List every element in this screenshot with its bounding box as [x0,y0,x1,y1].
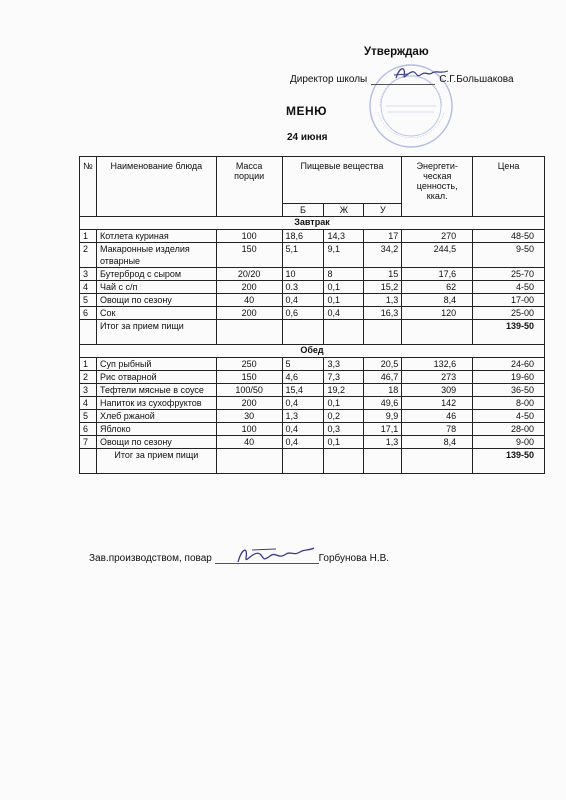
cell-price: 4-50 [473,410,545,423]
cell-zh: 3,3 [324,358,364,371]
footer-label: Зав.производством, повар [89,553,212,564]
cell-price: 25-00 [473,307,545,320]
cell-energy: 132,6 [402,358,473,371]
cell-price: 9-50 [473,243,545,268]
director-label: Директор школы [290,74,368,85]
cell-price: 4-50 [473,281,545,294]
cell-empty [282,449,324,474]
cell-b: 10 [282,268,324,281]
cell-u: 34,2 [364,243,402,268]
cell-mass: 100 [216,230,282,243]
header-b: Б [282,204,324,217]
cell-mass: 200 [216,397,282,410]
cell-empty [364,320,402,345]
cell-num: 4 [80,281,97,294]
header-num: № [80,157,97,217]
cell-price: 48-50 [473,230,545,243]
cell-energy: 62 [402,281,473,294]
cell-zh: 0,1 [324,436,364,449]
cell-mass: 100/50 [216,384,282,397]
menu-table [79,156,545,474]
cell-u: 17 [364,230,402,243]
table-row [80,243,545,268]
cell-u: 9,9 [364,410,402,423]
header-price: Цена [473,157,545,217]
cell-mass: 40 [216,294,282,307]
cell-price: 25-70 [473,268,545,281]
cell-energy: 244,5 [402,243,473,268]
cell-empty [216,449,282,474]
table-row [80,410,545,423]
cell-empty [324,320,364,345]
total-label: Итог за прием пищи [96,449,216,474]
cell-b: 4,6 [282,371,324,384]
cell-name: Суп рыбный [96,358,216,371]
cell-price: 9-00 [473,436,545,449]
section-title: Обед [80,345,545,358]
cell-mass: 100 [216,423,282,436]
cell-u: 18 [364,384,402,397]
cell-b: 0.3 [282,281,324,294]
cell-u: 15,2 [364,281,402,294]
cell-b: 0,4 [282,423,324,436]
cell-empty [324,449,364,474]
table-row [80,230,545,243]
cell-energy: 8,4 [402,436,473,449]
cell-price: 24-60 [473,358,545,371]
header-u: У [364,204,402,217]
cell-u: 1,3 [364,436,402,449]
total-label: Итог за прием пищи [96,320,216,345]
cell-b: 0,4 [282,294,324,307]
page-title: МЕНЮ [286,104,328,118]
table-row [80,397,545,410]
cell-energy: 142 [402,397,473,410]
section-row [80,217,545,230]
cell-energy: 273 [402,371,473,384]
cell-empty [282,320,324,345]
director-signature-line [371,74,435,85]
cell-zh: 0,1 [324,281,364,294]
cell-mass: 150 [216,371,282,384]
cell-num: 3 [80,384,97,397]
cell-num: 1 [80,358,97,371]
cell-mass: 200 [216,281,282,294]
total-price: 139-50 [473,449,545,474]
cell-empty [364,449,402,474]
cell-name: Сок [96,307,216,320]
cell-mass: 20/20 [216,268,282,281]
cell-u: 17,1 [364,423,402,436]
cell-energy: 46 [402,410,473,423]
cell-name: Яблоко [96,423,216,436]
cell-price: 28-00 [473,423,545,436]
cell-energy: 78 [402,423,473,436]
cell-mass: 250 [216,358,282,371]
cell-b: 18,6 [282,230,324,243]
section-title: Завтрак [80,217,545,230]
cell-u: 46,7 [364,371,402,384]
cell-zh: 0,1 [324,294,364,307]
header-zh: Ж [324,204,364,217]
director-line [290,74,514,85]
cell-empty [402,449,473,474]
cell-zh: 8 [324,268,364,281]
cell-num: 6 [80,307,97,320]
cell-empty [216,320,282,345]
cell-price: 8-00 [473,397,545,410]
cell-num: 5 [80,410,97,423]
cell-name: Тефтели мясные в соусе [96,384,216,397]
cell-empty [402,320,473,345]
cell-price: 19-60 [473,371,545,384]
cell-num: 7 [80,436,97,449]
cell-zh: 19,2 [324,384,364,397]
cell-u: 49,6 [364,397,402,410]
table-row [80,423,545,436]
menu-date: 24 июня [287,132,328,143]
header-mass: Масса порции [216,157,282,217]
cell-b: 0,6 [282,307,324,320]
cell-empty [80,449,97,474]
total-row [80,320,545,345]
cell-zh: 0,3 [324,423,364,436]
cell-num: 3 [80,268,97,281]
cell-b: 5 [282,358,324,371]
table-row [80,371,545,384]
cell-zh: 0,1 [324,397,364,410]
cell-num: 5 [80,294,97,307]
cell-num: 2 [80,243,97,268]
table-row [80,307,545,320]
menu-body [80,217,545,474]
cell-b: 1,3 [282,410,324,423]
section-row [80,345,545,358]
cell-name: Макаронные изделия отварные [96,243,216,268]
cell-zh: 0,4 [324,307,364,320]
approve-heading: Утверждаю [364,46,429,58]
table-row [80,358,545,371]
total-price: 139-50 [473,320,545,345]
cell-u: 15 [364,268,402,281]
cell-name: Овощи по сезону [96,436,216,449]
header-energy: Энергети-ческая ценность, ккал. [402,157,473,217]
cell-empty [80,320,97,345]
total-row [80,449,545,474]
table-row [80,294,545,307]
cell-num: 6 [80,423,97,436]
cell-zh: 9,1 [324,243,364,268]
cell-name: Котлета куриная [96,230,216,243]
cell-zh: 7,3 [324,371,364,384]
cell-num: 2 [80,371,97,384]
cell-mass: 200 [216,307,282,320]
cell-b: 0,4 [282,436,324,449]
cell-u: 16,3 [364,307,402,320]
cell-name: Напиток из сухофруктов [96,397,216,410]
cell-mass: 40 [216,436,282,449]
director-name: С.Г.Большакова [439,74,514,85]
table-row [80,384,545,397]
cell-name: Хлеб ржаной [96,410,216,423]
cell-price: 36-50 [473,384,545,397]
cell-energy: 309 [402,384,473,397]
cell-name: Овощи по сезону [96,294,216,307]
cell-price: 17-00 [473,294,545,307]
cell-mass: 150 [216,243,282,268]
footer-name: Горбунова Н.В. [318,553,390,564]
cell-num: 4 [80,397,97,410]
header-nutrients: Пищевые вещества [282,157,402,204]
table-row [80,281,545,294]
cell-name: Бутерброд с сыром [96,268,216,281]
footer-line [89,553,389,564]
cell-zh: 14,3 [324,230,364,243]
cell-b: 0,4 [282,397,324,410]
cell-energy: 120 [402,307,473,320]
cell-num: 1 [80,230,97,243]
cell-name: Рис отварной [96,371,216,384]
table-row [80,268,545,281]
cell-mass: 30 [216,410,282,423]
cell-name: Чай с с/п [96,281,216,294]
cell-u: 1,3 [364,294,402,307]
cell-energy: 8,4 [402,294,473,307]
cell-energy: 17,6 [402,268,473,281]
table-row [80,436,545,449]
cell-u: 20,5 [364,358,402,371]
cell-b: 5,1 [282,243,324,268]
header-name: Наименование блюда [96,157,216,217]
cell-b: 15,4 [282,384,324,397]
cell-energy: 270 [402,230,473,243]
cell-zh: 0,2 [324,410,364,423]
cook-signature-line [215,553,319,564]
